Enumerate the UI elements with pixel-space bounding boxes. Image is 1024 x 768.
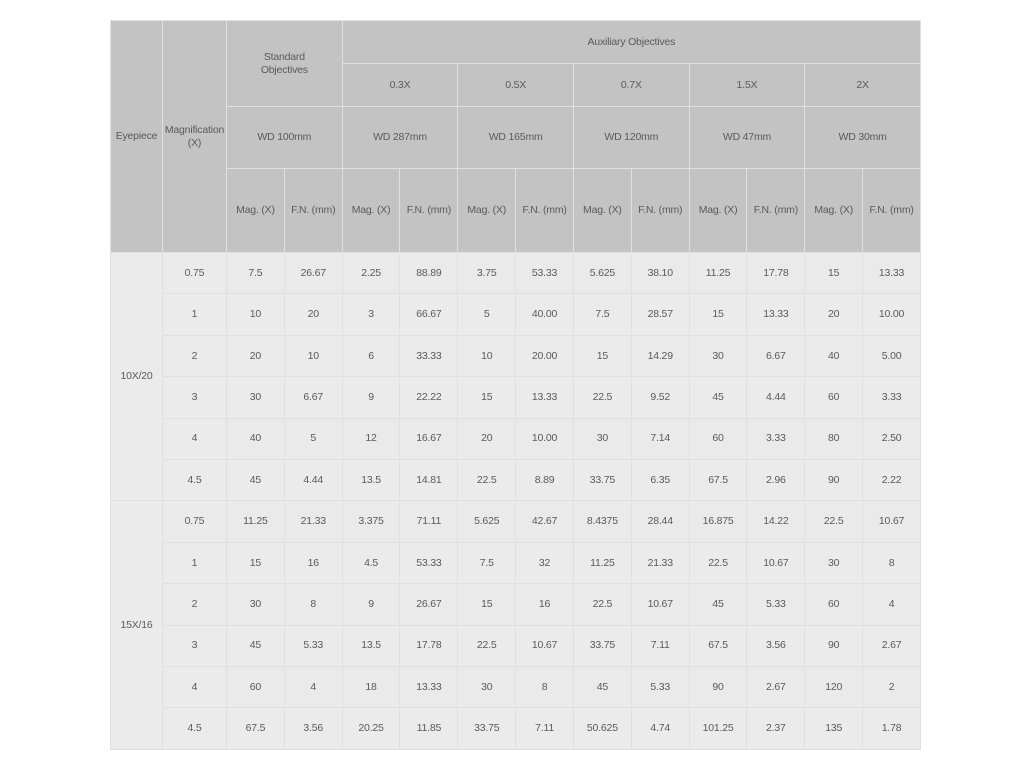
fn-value-cell: 13.33 [400,667,458,708]
magnification-cell: 4 [163,418,227,459]
fn-value-cell: 8.89 [516,460,574,501]
table-row [111,625,921,666]
fn-value-cell: 33.33 [400,335,458,376]
fn-value-cell: 10 [284,335,342,376]
mag-value-cell: 30 [689,335,747,376]
mag-value-cell: 3.75 [458,253,516,294]
header-magnification [163,21,227,253]
table-row [111,294,921,335]
magnification-cell: 2 [163,335,227,376]
fn-value-cell: 21.33 [631,542,689,583]
fn-value-cell: 16 [284,542,342,583]
fn-value-cell: 1.78 [863,708,921,750]
mag-value-cell: 7.5 [227,253,285,294]
fn-value-cell: 71.11 [400,501,458,542]
fn-value-cell: 7.14 [631,418,689,459]
header-mag-col: Mag. (X) [227,169,285,253]
magnification-cell: 4.5 [163,460,227,501]
fn-value-cell: 10.00 [516,418,574,459]
magnification-cell: 4 [163,667,227,708]
mag-value-cell: 3 [342,294,400,335]
mag-value-cell: 15 [458,377,516,418]
fn-value-cell: 14.81 [400,460,458,501]
mag-value-cell: 30 [227,584,285,625]
table-header [111,21,921,253]
fn-value-cell: 17.78 [747,253,805,294]
mag-value-cell: 60 [805,584,863,625]
header-standard-objectives [227,21,343,107]
fn-value-cell: 66.67 [400,294,458,335]
fn-value-cell: 16 [516,584,574,625]
magnification-cell: 0.75 [163,501,227,542]
header-standard-label: Standard Objectives [260,50,308,76]
mag-value-cell: 60 [805,377,863,418]
header-fn-col: F.N. (mm) [863,169,921,253]
fn-value-cell: 53.33 [400,542,458,583]
fn-value-cell: 4.44 [747,377,805,418]
header-working-distance: WD 30mm [805,107,921,169]
mag-value-cell: 7.5 [458,542,516,583]
fn-value-cell: 32 [516,542,574,583]
fn-value-cell: 2.50 [863,418,921,459]
table-row [111,667,921,708]
mag-value-cell: 30 [458,667,516,708]
fn-value-cell: 10.00 [863,294,921,335]
mag-value-cell: 45 [689,377,747,418]
fn-value-cell: 14.22 [747,501,805,542]
mag-value-cell: 120 [805,667,863,708]
header-mag-col: Mag. (X) [689,169,747,253]
magnification-cell: 1 [163,294,227,335]
mag-value-cell: 10 [458,335,516,376]
mag-value-cell: 15 [573,335,631,376]
mag-value-cell: 33.75 [458,708,516,750]
table-row [111,335,921,376]
fn-value-cell: 5.33 [284,625,342,666]
fn-value-cell: 8 [284,584,342,625]
table-row [111,460,921,501]
mag-value-cell: 2.25 [342,253,400,294]
magnification-cell: 3 [163,377,227,418]
mag-value-cell: 7.5 [573,294,631,335]
mag-value-cell: 15 [458,584,516,625]
header-fn-col: F.N. (mm) [284,169,342,253]
mag-value-cell: 67.5 [227,708,285,750]
mag-value-cell: 22.5 [573,377,631,418]
header-working-distance: WD 47mm [689,107,805,169]
mag-value-cell: 9 [342,377,400,418]
fn-value-cell: 11.85 [400,708,458,750]
fn-value-cell: 7.11 [516,708,574,750]
fn-value-cell: 3.56 [284,708,342,750]
header-column-labels [111,169,921,253]
mag-value-cell: 3.375 [342,501,400,542]
fn-value-cell: 2.22 [863,460,921,501]
mag-value-cell: 15 [805,253,863,294]
header-mag-col: Mag. (X) [458,169,516,253]
fn-value-cell: 28.57 [631,294,689,335]
mag-value-cell: 5 [458,294,516,335]
fn-value-cell: 4 [863,584,921,625]
mag-value-cell: 40 [227,418,285,459]
fn-value-cell: 10.67 [516,625,574,666]
mag-value-cell: 20 [458,418,516,459]
header-auxiliary-objectives: Auxiliary Objectives [342,21,920,64]
fn-value-cell: 5.33 [747,584,805,625]
mag-value-cell: 20 [227,335,285,376]
header-eyepiece: Eyepiece [111,21,163,253]
header-fn-col: F.N. (mm) [631,169,689,253]
header-fn-col: F.N. (mm) [747,169,805,253]
fn-value-cell: 16.67 [400,418,458,459]
mag-value-cell: 60 [227,667,285,708]
mag-value-cell: 33.75 [573,625,631,666]
mag-value-cell: 50.625 [573,708,631,750]
header-working-distance: WD 100mm [227,107,343,169]
table-row [111,542,921,583]
table-row [111,708,921,750]
mag-value-cell: 13.5 [342,625,400,666]
header-aux-mag: 2X [805,64,921,107]
mag-value-cell: 33.75 [573,460,631,501]
fn-value-cell: 6.67 [284,377,342,418]
fn-value-cell: 3.33 [863,377,921,418]
mag-value-cell: 135 [805,708,863,750]
fn-value-cell: 7.11 [631,625,689,666]
fn-value-cell: 6.35 [631,460,689,501]
mag-value-cell: 22.5 [458,460,516,501]
eyepiece-cell: 10X/20 [111,253,163,501]
fn-value-cell: 2.96 [747,460,805,501]
fn-value-cell: 5.00 [863,335,921,376]
fn-value-cell: 6.67 [747,335,805,376]
mag-value-cell: 22.5 [805,501,863,542]
fn-value-cell: 20 [284,294,342,335]
mag-value-cell: 5.625 [458,501,516,542]
fn-value-cell: 2.37 [747,708,805,750]
header-magnification-label: Magnification (X) [164,123,225,149]
header-aux-mag: 0.5X [458,64,574,107]
mag-value-cell: 60 [689,418,747,459]
fn-value-cell: 26.67 [400,584,458,625]
fn-value-cell: 26.67 [284,253,342,294]
fn-value-cell: 22.22 [400,377,458,418]
fn-value-cell: 9.52 [631,377,689,418]
fn-value-cell: 88.89 [400,253,458,294]
mag-value-cell: 18 [342,667,400,708]
fn-value-cell: 8 [863,542,921,583]
magnification-cell: 0.75 [163,253,227,294]
magnification-cell: 2 [163,584,227,625]
header-mag-col: Mag. (X) [342,169,400,253]
mag-value-cell: 30 [227,377,285,418]
mag-value-cell: 45 [227,460,285,501]
fn-value-cell: 5.33 [631,667,689,708]
mag-value-cell: 40 [805,335,863,376]
fn-value-cell: 13.33 [863,253,921,294]
fn-value-cell: 4 [284,667,342,708]
mag-value-cell: 11.25 [689,253,747,294]
mag-value-cell: 20 [805,294,863,335]
mag-value-cell: 90 [689,667,747,708]
fn-value-cell: 2.67 [747,667,805,708]
table-row [111,253,921,294]
mag-value-cell: 20.25 [342,708,400,750]
mag-value-cell: 22.5 [689,542,747,583]
fn-value-cell: 21.33 [284,501,342,542]
eyepiece-cell: 15X/16 [111,501,163,750]
mag-value-cell: 6 [342,335,400,376]
magnification-cell: 4.5 [163,708,227,750]
mag-value-cell: 13.5 [342,460,400,501]
fn-value-cell: 42.67 [516,501,574,542]
fn-value-cell: 13.33 [747,294,805,335]
fn-value-cell: 8 [516,667,574,708]
fn-value-cell: 38.10 [631,253,689,294]
mag-value-cell: 45 [573,667,631,708]
fn-value-cell: 28.44 [631,501,689,542]
magnification-cell: 3 [163,625,227,666]
mag-value-cell: 10 [227,294,285,335]
fn-value-cell: 4.74 [631,708,689,750]
header-working-distance: WD 120mm [573,107,689,169]
mag-value-cell: 15 [689,294,747,335]
fn-value-cell: 10.67 [631,584,689,625]
header-aux-mag: 0.3X [342,64,458,107]
fn-value-cell: 10.67 [747,542,805,583]
fn-value-cell: 14.29 [631,335,689,376]
fn-value-cell: 20.00 [516,335,574,376]
mag-value-cell: 22.5 [458,625,516,666]
fn-value-cell: 5 [284,418,342,459]
table-row [111,584,921,625]
fn-value-cell: 13.33 [516,377,574,418]
fn-value-cell: 4.44 [284,460,342,501]
mag-value-cell: 90 [805,625,863,666]
header-working-distance: WD 165mm [458,107,574,169]
header-aux-mag: 1.5X [689,64,805,107]
header-working-distance: WD 287mm [342,107,458,169]
mag-value-cell: 67.5 [689,625,747,666]
mag-value-cell: 12 [342,418,400,459]
header-aux-mag: 0.7X [573,64,689,107]
magnification-cell: 1 [163,542,227,583]
mag-value-cell: 11.25 [227,501,285,542]
table-row [111,501,921,542]
mag-value-cell: 5.625 [573,253,631,294]
header-fn-col: F.N. (mm) [400,169,458,253]
mag-value-cell: 101.25 [689,708,747,750]
fn-value-cell: 17.78 [400,625,458,666]
mag-value-cell: 16.875 [689,501,747,542]
table-row [111,418,921,459]
fn-value-cell: 53.33 [516,253,574,294]
fn-value-cell: 3.33 [747,418,805,459]
header-mag-col: Mag. (X) [805,169,863,253]
mag-value-cell: 45 [227,625,285,666]
header-mag-col: Mag. (X) [573,169,631,253]
fn-value-cell: 40.00 [516,294,574,335]
mag-value-cell: 90 [805,460,863,501]
objectives-spec-table [110,20,921,750]
mag-value-cell: 30 [573,418,631,459]
mag-value-cell: 67.5 [689,460,747,501]
mag-value-cell: 22.5 [573,584,631,625]
mag-value-cell: 80 [805,418,863,459]
table-body [111,253,921,750]
mag-value-cell: 30 [805,542,863,583]
table-row [111,377,921,418]
fn-value-cell: 2.67 [863,625,921,666]
mag-value-cell: 11.25 [573,542,631,583]
fn-value-cell: 2 [863,667,921,708]
mag-value-cell: 15 [227,542,285,583]
fn-value-cell: 10.67 [863,501,921,542]
header-fn-col: F.N. (mm) [516,169,574,253]
fn-value-cell: 3.56 [747,625,805,666]
mag-value-cell: 45 [689,584,747,625]
mag-value-cell: 9 [342,584,400,625]
mag-value-cell: 4.5 [342,542,400,583]
mag-value-cell: 8.4375 [573,501,631,542]
